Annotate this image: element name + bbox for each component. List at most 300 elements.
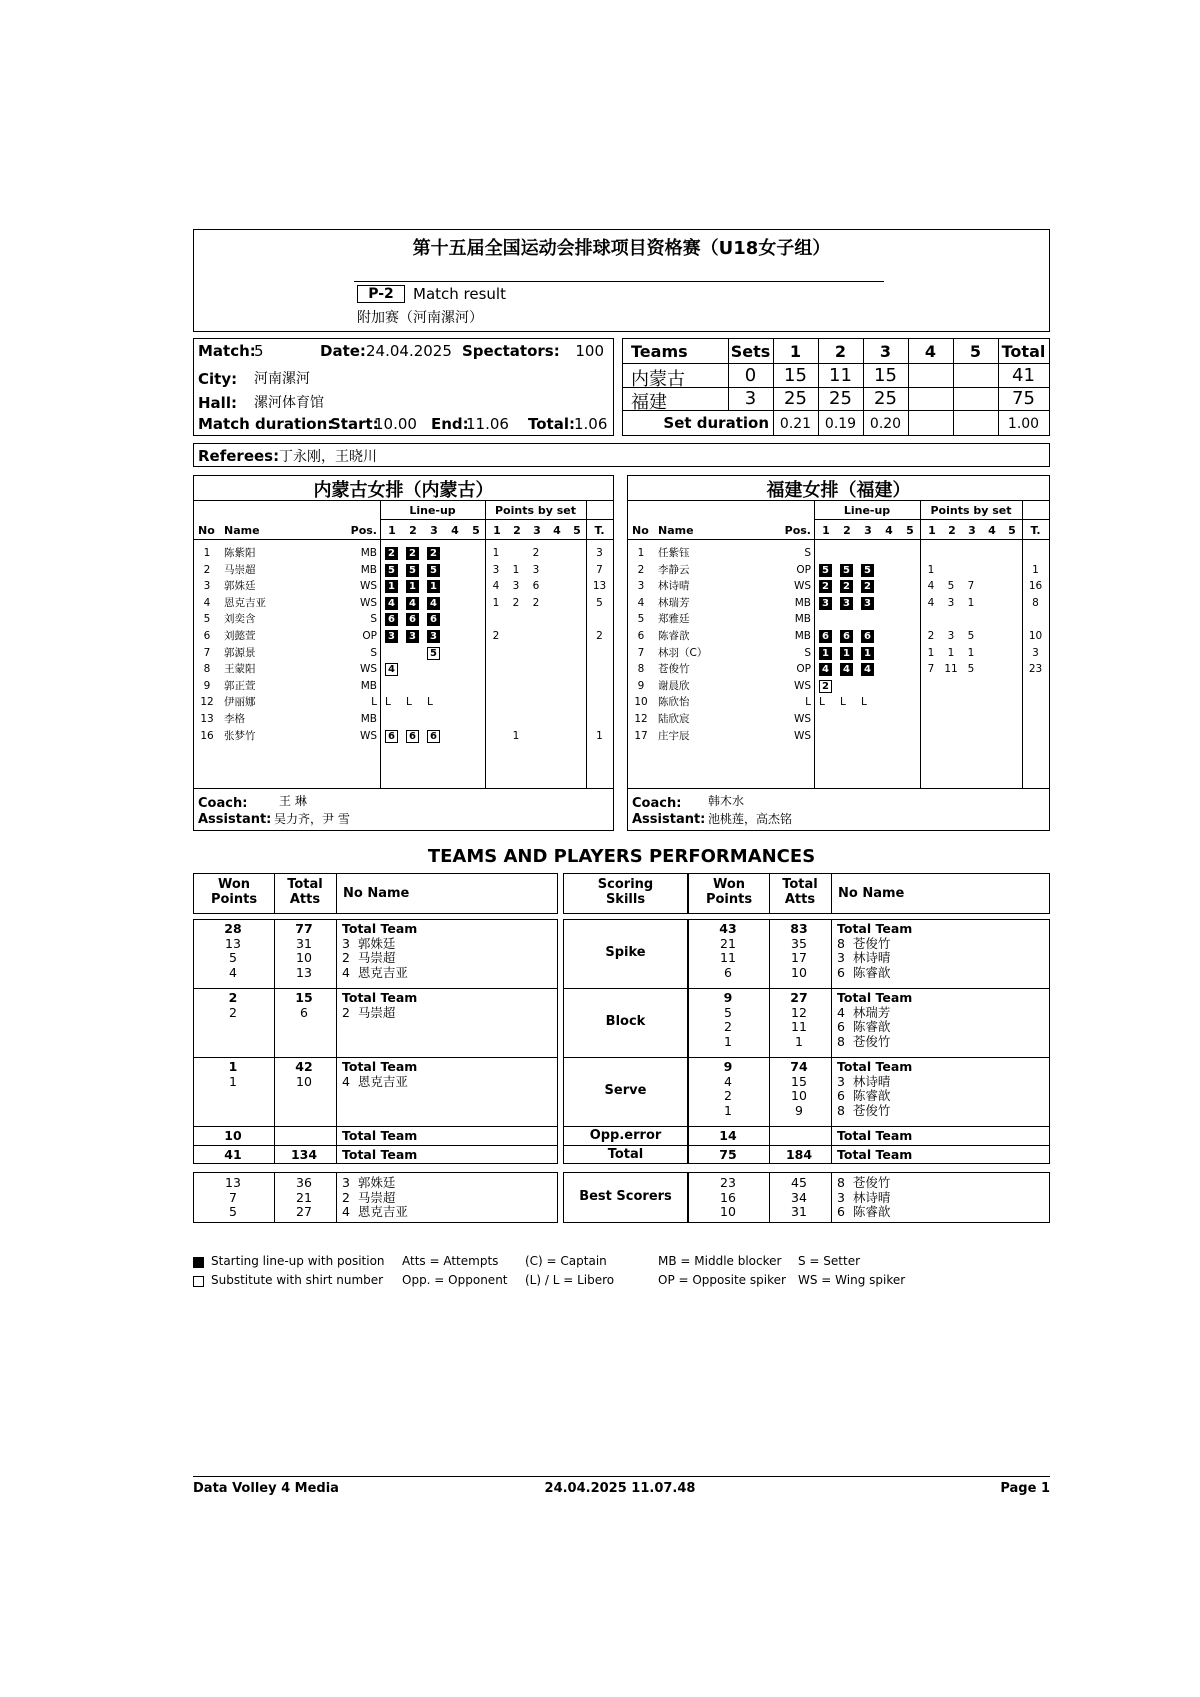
player-name: 刘奕含: [224, 613, 256, 626]
player-no: 8: [203, 663, 211, 676]
pbs-set-col: 4: [553, 524, 561, 537]
player-pos: WS: [359, 580, 377, 593]
player-pos: OP: [796, 663, 811, 676]
player-no: 12: [200, 696, 214, 709]
perf-won-line: 14: [719, 1128, 737, 1143]
score-table: [622, 338, 1050, 436]
pbs-set-col: 5: [573, 524, 581, 537]
points-by-set: 1: [927, 646, 935, 659]
starting-position-box: 2: [819, 580, 832, 593]
points-by-set: 3: [532, 563, 540, 576]
match-info-box: [193, 338, 614, 436]
page-title: 第十五届全国运动会排球项目资格赛（U18女子组）: [412, 238, 831, 259]
lineup-set-col: 5: [472, 524, 480, 537]
starting-position-box: 6: [819, 630, 832, 643]
perf-player-names: [837, 922, 912, 980]
substitute-box: 6: [385, 730, 398, 743]
perf-left-col-won: Won Points: [210, 877, 258, 907]
starting-position-box: 5: [861, 564, 874, 577]
perf-won-line: 28: [224, 921, 242, 936]
player-total: 1: [596, 729, 603, 742]
starting-position-box: 5: [427, 564, 440, 577]
perf-name-line: Total Team: [342, 990, 418, 1005]
player-pos: OP: [796, 563, 811, 576]
perf-won-points: 75: [719, 1147, 737, 1162]
player-pos: WS: [359, 663, 377, 676]
total-label: Total:: [528, 415, 575, 433]
player-pos: WS: [359, 596, 377, 609]
points-by-set: 1: [927, 563, 935, 576]
perf-row-line: [193, 988, 558, 989]
starting-position-box: 2: [427, 547, 440, 560]
perf-atts-line: 77: [295, 921, 313, 936]
player-no: 1: [637, 547, 645, 559]
col-pos: Pos.: [350, 524, 377, 537]
team-subheader-line: [814, 519, 1049, 520]
perf-total-atts: 36 21 27: [296, 1175, 312, 1219]
hall-value: 漯河体育馆: [254, 395, 324, 411]
perf-skill-name: Best Scorers: [579, 1188, 672, 1204]
perf-total-atts: [273, 1060, 335, 1089]
perf-atts-line: 15: [791, 1073, 807, 1089]
score-total-1: 41: [1012, 365, 1035, 386]
col-total: T.: [594, 524, 605, 537]
perf-total-atts: 45 34 31: [791, 1175, 807, 1219]
footer-left: Data Volley 4 Media: [193, 1481, 339, 1496]
perf-won-line: 5: [229, 950, 237, 965]
player-no: 17: [634, 729, 648, 742]
perf-won-points: 41: [224, 1147, 242, 1162]
perf-col-skill: Scoring Skills: [597, 877, 654, 907]
perf-player-names: Total Team: [837, 1147, 913, 1162]
substitute-box: 6: [427, 730, 440, 743]
lineup-label: Line-up: [409, 504, 456, 517]
starting-position-box: 6: [406, 613, 419, 626]
starting-position-box: 1: [861, 647, 874, 660]
starting-position-box: 3: [861, 597, 874, 610]
player-total: 5: [596, 596, 603, 609]
player-no: 5: [203, 613, 211, 626]
pbs-set-col: 1: [928, 524, 936, 537]
perf-player-names: [837, 991, 912, 1049]
starting-position-box: 2: [406, 547, 419, 560]
perf-atts-line: 42: [295, 1059, 313, 1074]
perf-name-line: 4 恩克吉亚: [342, 964, 408, 980]
lineup-libero-mark: L: [861, 696, 867, 709]
perf-player-names: 3 郭姝廷 2 马崇超 4 恩克吉亚: [342, 1175, 408, 1219]
points-by-set: 3: [947, 596, 955, 609]
perf-name-line: 3 林诗晴: [837, 1073, 891, 1089]
player-no: 9: [637, 679, 645, 692]
lineup-set-col: 3: [864, 524, 872, 537]
points-by-set: 1: [512, 563, 520, 576]
date-label: Date:: [320, 342, 366, 360]
points-by-set: 2: [512, 596, 520, 609]
perf-atts-line: 1: [795, 1033, 803, 1049]
perf-atts-line: 6: [300, 1004, 308, 1020]
points-by-set: 3: [947, 630, 955, 642]
assistant-label: Assistant:: [632, 812, 706, 827]
player-total: 3: [1032, 646, 1039, 659]
footer-right: Page 1: [1000, 1481, 1050, 1496]
player-name: 陈睿歆: [658, 630, 690, 642]
lineup-set-col: 5: [906, 524, 914, 537]
points-by-set: 4: [492, 580, 500, 593]
player-no: 4: [203, 596, 211, 609]
player-pos: WS: [793, 729, 811, 742]
perf-total-atts: 184: [785, 1147, 813, 1162]
perf-row-line: [193, 1057, 558, 1058]
player-pos: L: [805, 696, 811, 709]
lineup-libero-mark: L: [819, 696, 825, 709]
points-by-set: 1: [492, 596, 500, 609]
lineup-set-col: 2: [409, 524, 417, 537]
perf-atts-line: 9: [795, 1102, 803, 1118]
set-duration-1: 0.21: [779, 416, 812, 432]
perf-name-line: 6 陈睿歆: [837, 964, 891, 980]
player-pos: S: [804, 547, 811, 559]
lineup-set-col: 1: [388, 524, 396, 537]
perf-skill-name: Serve: [604, 1082, 647, 1098]
perf-name-line: 3 林诗晴: [837, 950, 891, 965]
perf-row-line: [193, 1145, 558, 1146]
points-by-set: 2: [532, 547, 540, 559]
score-s1-2: 25: [784, 388, 807, 409]
starting-position-box: 6: [385, 613, 398, 626]
starting-position-box: 1: [406, 580, 419, 593]
perf-name-line: 2 马崇超: [342, 950, 396, 965]
points-by-set: 3: [492, 563, 500, 576]
player-name: 郑雅廷: [658, 613, 690, 626]
player-no: 7: [203, 646, 211, 659]
perf-name-line: 4 恩克吉亚: [342, 1073, 408, 1089]
perf-won-line: 2: [724, 1088, 732, 1103]
player-pos: S: [804, 646, 811, 659]
player-total: 16: [1028, 580, 1043, 593]
player-name: 郭姝廷: [224, 580, 256, 593]
points-by-set: 1: [967, 596, 975, 609]
points-by-set: 5: [967, 630, 975, 642]
legend-substitute: Substitute with shirt number: [211, 1273, 384, 1287]
score-total-2: 75: [1012, 388, 1035, 409]
legend-captain: (C) = Captain: [525, 1254, 607, 1268]
score-header-total: Total: [1001, 342, 1046, 361]
player-pos: WS: [793, 679, 811, 692]
player-no: 3: [203, 580, 211, 593]
points-by-set: 5: [967, 663, 975, 676]
player-name: 林瑞芳: [658, 596, 690, 609]
player-no: 8: [637, 663, 645, 676]
lineup-set-col: 4: [885, 524, 893, 537]
points-by-set: 2: [492, 630, 500, 642]
perf-row-line: [688, 1057, 1050, 1058]
spectators-label: Spectators:: [462, 342, 560, 360]
spectators-value: 100: [575, 342, 604, 360]
perf-won-line: 1: [228, 1059, 238, 1074]
perf-col-line: [831, 1173, 832, 1222]
starting-position-box: 2: [385, 547, 398, 560]
lineup-set-col: 3: [430, 524, 438, 537]
perf-won-points: 23 16 10: [720, 1175, 736, 1219]
perf-won-points: [193, 1129, 273, 1144]
team-panel-home: [193, 475, 614, 831]
perf-name-line: 8 苍俊竹: [837, 935, 891, 951]
starting-position-box: 1: [385, 580, 398, 593]
perf-row-line: [688, 1145, 1050, 1146]
perf-skill-name: Spike: [605, 944, 646, 960]
starting-position-box: 6: [861, 630, 874, 643]
hall-label: Hall:: [198, 394, 237, 412]
perf-won-line: 2: [724, 1019, 732, 1034]
score-team-2: 福建: [631, 392, 667, 413]
coach-name: 韩木水: [708, 794, 745, 808]
player-pos: OP: [362, 630, 377, 642]
starting-position-box: 3: [385, 630, 398, 643]
perf-player-names: [342, 991, 417, 1020]
footer-rule: [193, 1476, 1050, 1477]
perf-player-names: Total Team: [342, 1147, 418, 1162]
assistant-name: 池桃莲，高杰铭: [708, 812, 793, 826]
legend-s: S = Setter: [798, 1254, 861, 1268]
score-header-set3: 3: [879, 342, 892, 361]
player-total: 23: [1028, 663, 1043, 676]
perf-won-line: 2: [228, 990, 238, 1005]
perf-row-line: [563, 1057, 688, 1058]
perf-atts-line: 83: [790, 921, 808, 936]
perf-name-line: 3 郭姝廷: [342, 935, 396, 951]
team-panel-away: [627, 475, 1050, 831]
legend-mb: MB = Middle blocker: [658, 1254, 782, 1268]
score-s3-2: 25: [874, 388, 897, 409]
points-by-set: 11: [944, 663, 958, 676]
starting-position-box: 5: [406, 564, 419, 577]
legend-libero: (L) / L = Libero: [525, 1273, 615, 1287]
player-name: 林羽（C）: [658, 646, 708, 659]
city-label: City:: [198, 370, 238, 388]
player-no: 16: [200, 729, 214, 742]
assistant-label: Assistant:: [198, 812, 272, 827]
perf-atts-line: 74: [790, 1059, 808, 1074]
set-duration-total: 1.00: [1007, 416, 1040, 432]
points-by-set: 1: [967, 646, 975, 659]
referees-value: 丁永刚，王晓川: [279, 449, 377, 465]
lineup-label: Line-up: [843, 504, 891, 517]
starting-position-box: 2: [861, 580, 874, 593]
starting-position-box: 1: [819, 647, 832, 660]
starting-position-box: 3: [840, 597, 853, 610]
team-coach-line: [628, 788, 1049, 789]
perf-total-atts: [768, 922, 830, 980]
perf-col-line: [336, 1173, 337, 1222]
player-name: 恩克吉亚: [224, 596, 266, 609]
player-no: 6: [203, 630, 211, 642]
pbs-divider: [920, 500, 921, 788]
perf-atts-line: 11: [791, 1019, 807, 1034]
perf-atts-line: 12: [791, 1004, 807, 1020]
lineup-libero-mark: L: [427, 696, 433, 709]
player-name: 伊丽娜: [224, 696, 256, 709]
player-pos: S: [370, 613, 377, 626]
pbs-set-col: 3: [533, 524, 541, 537]
player-name: 郭源景: [224, 646, 256, 659]
perf-atts-line: 27: [790, 990, 808, 1005]
player-no: 5: [637, 613, 645, 626]
score-header-set1: 1: [789, 342, 802, 361]
perf-won-points: [688, 1060, 768, 1118]
score-header-teams: Teams: [631, 342, 688, 361]
col-name: Name: [658, 524, 694, 537]
perf-row-line: [688, 1126, 1050, 1127]
player-total: 2: [596, 630, 603, 642]
player-total: 1: [1032, 563, 1039, 576]
team-colheader-line: [194, 539, 613, 540]
player-pos: MB: [794, 596, 811, 609]
team-colheader-line: [628, 539, 1049, 540]
match-label: Match:: [198, 342, 256, 360]
perf-won-line: 4: [724, 1073, 732, 1089]
perf-atts-line: 31: [296, 935, 312, 951]
score-s2-1: 11: [829, 365, 852, 386]
perf-player-names: [342, 1129, 417, 1144]
perf-won-line: 1: [724, 1033, 732, 1049]
perf-skill-name: Total: [607, 1147, 644, 1162]
perf-row-line: [563, 988, 688, 989]
pbs-set-col: 2: [948, 524, 956, 537]
player-pos: WS: [793, 580, 811, 593]
title-underline: [354, 281, 884, 282]
lineup-libero-mark: L: [385, 696, 391, 709]
perf-won-points: [193, 991, 273, 1020]
player-name: 陈欣怡: [658, 696, 690, 709]
lineup-set-col: 1: [822, 524, 830, 537]
starting-position-box: 1: [427, 580, 440, 593]
coach-label: Coach:: [632, 796, 682, 811]
perf-won-points: [193, 1060, 273, 1089]
starting-position-box: 5: [385, 564, 398, 577]
player-name: 任紫钰: [658, 547, 690, 559]
player-name: 李静云: [658, 563, 690, 576]
points-by-set-label: Points by set: [930, 504, 1012, 517]
col-no: No: [198, 524, 215, 537]
perf-left-col-name: No Name: [343, 886, 410, 901]
legend-filled-square-icon: [193, 1257, 204, 1268]
points-by-set: 5: [947, 580, 955, 593]
footer-center: 24.04.2025 11.07.48: [544, 1481, 696, 1496]
starting-position-box: 1: [840, 647, 853, 660]
player-name: 李格: [224, 713, 245, 725]
score-header-set5: 5: [969, 342, 982, 361]
perf-name-line: 2 马崇超: [342, 1004, 396, 1020]
col-total: T.: [1030, 524, 1041, 537]
perf-player-names: [342, 922, 417, 980]
pbs-set-col: 2: [513, 524, 521, 537]
perf-won-line: 13: [225, 935, 241, 951]
perf-skill-name: Block: [605, 1013, 646, 1029]
score-header-sets: Sets: [730, 342, 771, 361]
player-no: 2: [637, 563, 645, 576]
perf-name-line: 4 林瑞芳: [837, 1004, 891, 1020]
substitute-box: 5: [427, 647, 440, 660]
player-name: 王蒙阳: [224, 663, 256, 676]
starting-position-box: 4: [385, 597, 398, 610]
city-value: 河南漯河: [254, 371, 310, 387]
starting-position-box: 2: [840, 580, 853, 593]
player-name: 谢晨欣: [658, 679, 690, 692]
points-by-set: 4: [927, 580, 935, 593]
player-no: 4: [637, 596, 645, 609]
player-pos: MB: [360, 563, 377, 576]
lineup-set-col: 4: [451, 524, 459, 537]
report-type: Match result: [413, 285, 506, 303]
perf-name-line: 8 苍俊竹: [837, 1102, 891, 1118]
substitute-box: 2: [819, 680, 832, 693]
perf-total-atts: [273, 922, 335, 980]
player-total: 10: [1028, 630, 1043, 642]
perf-won-line: 11: [720, 950, 736, 965]
player-total: 7: [596, 563, 603, 576]
col-pos: Pos.: [784, 524, 811, 537]
player-no: 9: [203, 679, 211, 692]
col-no: No: [632, 524, 649, 537]
score-sets-1: 0: [744, 365, 757, 386]
player-name: 刘懿萱: [224, 630, 256, 642]
points-by-set: 6: [532, 580, 540, 593]
perf-atts-line: 10: [791, 964, 807, 980]
perf-won-line: 2: [229, 1004, 237, 1020]
set-duration-3: 0.20: [869, 416, 902, 432]
player-total: 8: [1032, 596, 1039, 609]
player-no: 13: [200, 713, 214, 725]
perf-name-line: Total Team: [837, 921, 913, 936]
coach-name: 王 琳: [279, 794, 307, 808]
start-label: Start:: [330, 415, 379, 433]
perf-right-col-name: No Name: [838, 886, 905, 901]
score-s2-2: 25: [829, 388, 852, 409]
perf-won-line: 21: [720, 935, 736, 951]
perf-atts-line: 35: [791, 935, 807, 951]
perf-won-line: 10: [224, 1128, 242, 1143]
perf-atts-line: 10: [296, 950, 312, 965]
perf-name-line: Total Team: [342, 1128, 418, 1143]
starting-position-box: 3: [427, 630, 440, 643]
starting-position-box: 3: [406, 630, 419, 643]
perf-right-col-atts: Total Atts: [782, 877, 818, 907]
score-s1-1: 15: [784, 365, 807, 386]
total-divider: [1022, 500, 1023, 788]
perf-atts-line: 13: [296, 964, 312, 980]
col-name: Name: [224, 524, 260, 537]
player-total: 13: [592, 580, 607, 593]
legend-atts: Atts = Attempts: [402, 1254, 499, 1268]
points-by-set: 1: [947, 646, 955, 659]
perf-name-line: 6 陈睿歆: [837, 1019, 891, 1034]
perf-atts-line: 10: [296, 1073, 312, 1089]
perf-skill-header: [563, 873, 688, 914]
total-divider: [586, 500, 587, 788]
perf-name-line: Total Team: [837, 1059, 913, 1074]
score-header-set2: 2: [834, 342, 847, 361]
points-by-set: 1: [512, 729, 520, 742]
points-by-set: 4: [927, 596, 935, 609]
player-pos: MB: [794, 613, 811, 626]
player-no: 1: [203, 547, 211, 559]
perf-player-names: [342, 1060, 417, 1089]
player-pos: MB: [794, 630, 811, 642]
player-total: 3: [596, 547, 603, 559]
substitute-box: 6: [406, 730, 419, 743]
report-subtitle: 附加赛（河南漯河）: [357, 310, 483, 326]
team-name-home: 内蒙古女排（内蒙古）: [313, 480, 494, 501]
